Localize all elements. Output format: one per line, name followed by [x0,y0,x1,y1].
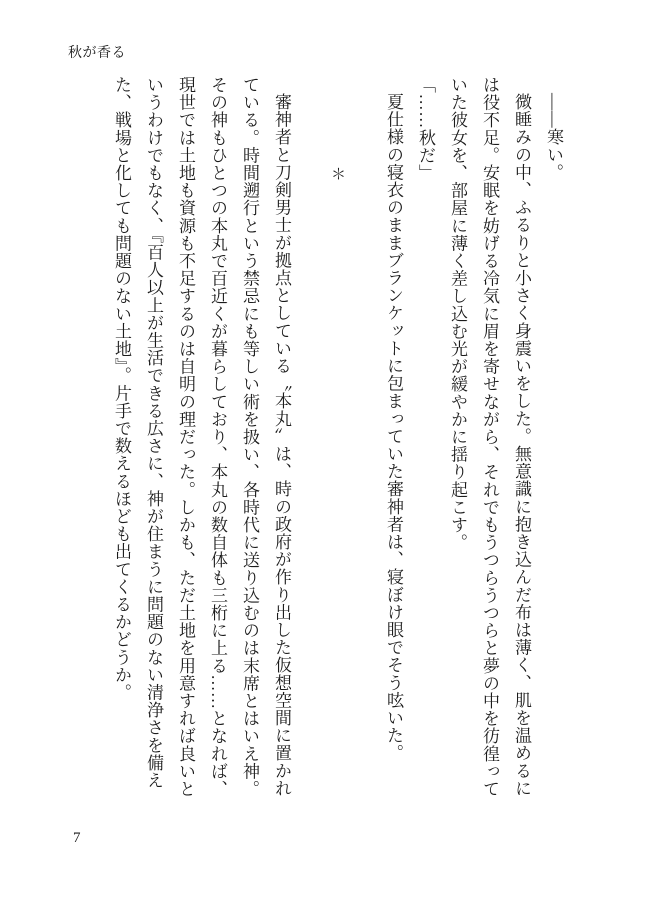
section-divider-asterisk: ＊ [329,166,345,181]
running-header-title: 秋が香る [68,46,126,61]
paragraph-narration: 夏仕様の寝衣のままブランケットに包まっていた審神者は、寝ぼけ眼でそう呟いた。 [384,93,403,762]
paragraph-narration: 微睡みの中、ふるりと小さく身震いをした。無意識に抱き込んだ布は薄く、肌を温めるには役不足。安眠を妨げる冷気に眉を寄せながら、それでもうつらうつらと夢の中を彷徨っていた彼女を、部屋に薄く差し込む光が緩やかに揺り起こす。 [448,76,531,798]
paragraph-narration: 審神者と刀剣男士が拠点としている〝本丸〟は、時の政府が作り出した仮想空間に置かれている。時間遡行という禁忌にも等しい術を扱い、各時代に送り込むのは末席とはいえ神。その神もひとつの本丸で百近くが暮らしており、本丸の数自体も三桁に上る……となれば、現世では土地も資源も不足するのは自明の理だった。しかも、ただ土地を用意すれば良いというわけでもなく、『百人以上が生活できる広さに、神が住まうに問題のない清浄さを備えた、戦場と化しても問題のない土地』。片手で数えるほども出てくるかどうか。 [112,76,291,798]
page-number: 7 [73,830,81,846]
dialogue-line: 「……秋だ」 [416,76,435,182]
vertical-text-block [105,76,569,798]
paragraph-dash-opening: ――寒い。 [544,93,563,181]
